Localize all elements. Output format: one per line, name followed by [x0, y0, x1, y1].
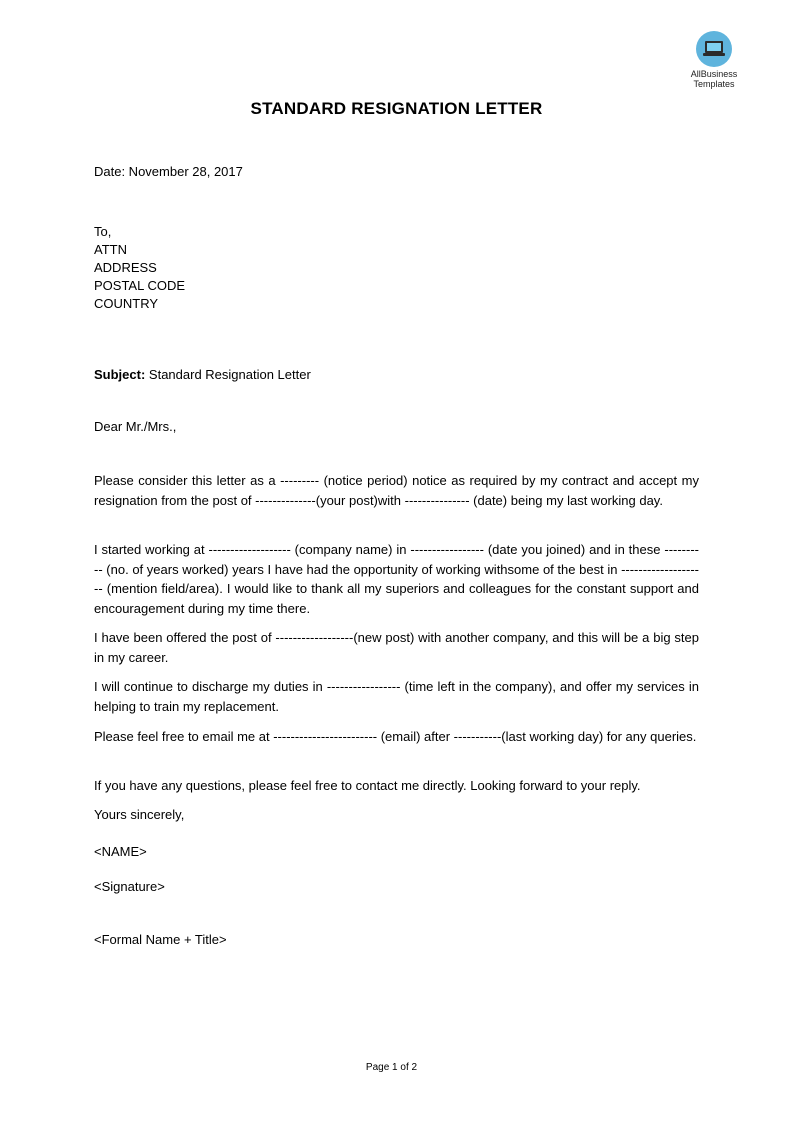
- paragraph-experience: I started working at ------------------- (company name) in ----------------- (date you joined) and in these ---------- (no. of years worked) years I have had the opportunity of working withsome of the best in -------------------- (mention field/area). I would like to thank all my superiors and colleagues for the constant support and encouragement during my time there.: [94, 542, 699, 616]
- recipient-postal-code: POSTAL CODE: [94, 278, 186, 293]
- signature-placeholder: <Signature>: [94, 879, 165, 894]
- logo-line-1: AllBusiness: [690, 69, 738, 79]
- logo-text: [680, 69, 748, 89]
- subject-label: Subject:: [94, 367, 146, 382]
- recipient-attn: ATTN: [94, 242, 127, 257]
- recipient-to: To,: [94, 224, 112, 239]
- logo-line-2: Templates: [693, 79, 735, 89]
- recipient-country: COUNTRY: [94, 296, 159, 311]
- closing: Yours sincerely,: [94, 807, 185, 822]
- salutation: Dear Mr./Mrs.,: [94, 419, 177, 434]
- paragraph-questions: If you have any questions, please feel free to contact me directly. Looking forward to your reply.: [94, 778, 641, 793]
- recipient-address: ADDRESS: [94, 260, 157, 275]
- laptop-icon: [696, 31, 732, 67]
- document-title: STANDARD RESIGNATION LETTER: [250, 99, 543, 118]
- paragraph-handover: I will continue to discharge my duties in ----------------- (time left in the company), and offer my services in helping to train my replacement.: [94, 679, 699, 714]
- formal-name-placeholder: <Formal Name + Title>: [94, 932, 227, 947]
- subject-line: [94, 366, 311, 384]
- paragraph-notice: Please consider this letter as a --------- (notice period) notice as required by my contract and accept my resignation from the post of --------------(your post)with --------------- (date) being my last working day.: [94, 473, 699, 508]
- paragraph-contact-email: Please feel free to email me at ------------------------ (email) after -----------(last working day) for any queries.: [94, 729, 697, 744]
- letter-date: Date: November 28, 2017: [94, 164, 243, 179]
- page-number: Page 1 of 2: [365, 1062, 418, 1073]
- subject-text: Standard Resignation Letter: [145, 367, 311, 382]
- paragraph-new-post: I have been offered the post of ------------------(new post) with another company, and this will be a big step in my career.: [94, 630, 699, 665]
- name-placeholder: <NAME>: [94, 844, 147, 859]
- recipient-block: [94, 223, 185, 313]
- allbusiness-templates-logo: [680, 31, 748, 89]
